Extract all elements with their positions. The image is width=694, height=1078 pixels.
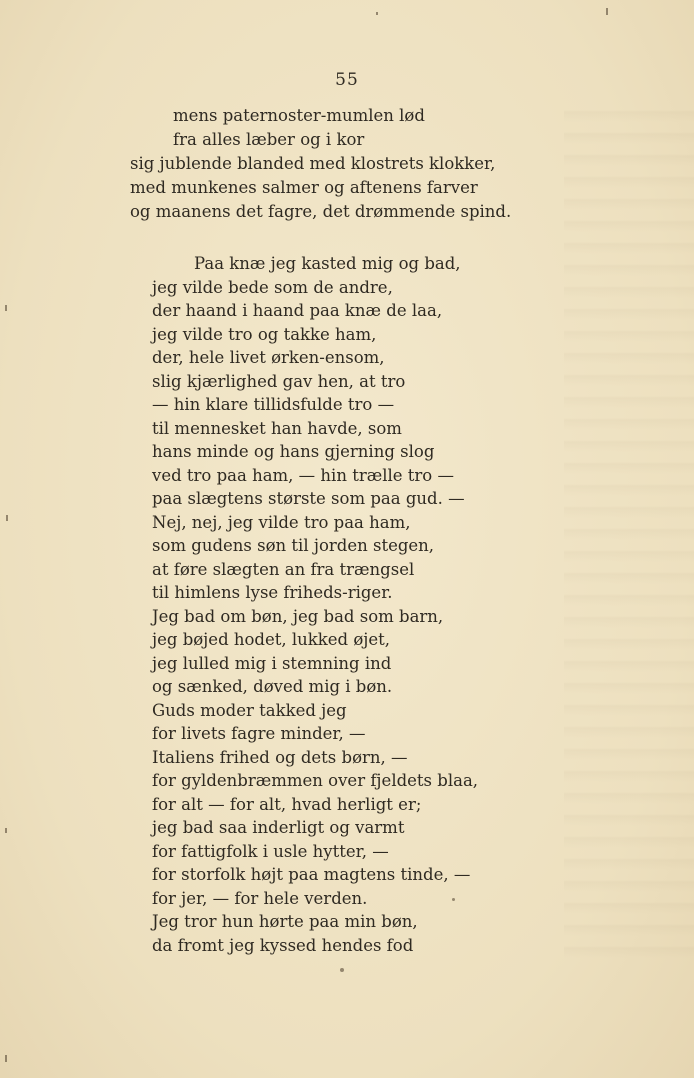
poem-line: Jeg bad om bøn, jeg bad som barn, — [152, 607, 444, 626]
poem-line: da fromt jeg kyssed hendes fod — [152, 936, 414, 955]
poem-line: at føre slægten an fra trængsel — [152, 560, 415, 579]
poem-line: og sænked, døved mig i bøn. — [152, 677, 393, 696]
poem-line: slig kjærlighed gav hen, at tro — [152, 372, 406, 391]
show-through-texture — [564, 100, 694, 960]
poem-line: jeg vilde tro og takke ham, — [152, 325, 377, 344]
poem-line: til mennesket han havde, som — [152, 419, 402, 438]
poem-line: jeg bøjed hodet, lukked øjet, — [152, 630, 391, 649]
poem-line: til himlens lyse friheds-riger. — [152, 583, 393, 602]
poem-line: med munkenes salmer og aftenens farver — [130, 178, 478, 197]
poem-line: Nej, nej, jeg vilde tro paa ham, — [152, 513, 411, 532]
paper-speck — [340, 968, 344, 972]
poem-line: Jeg tror hun hørte paa min bøn, — [152, 912, 418, 931]
poem-line: for gyldenbræmmen over fjeldets blaa, — [152, 771, 479, 790]
paper-speck — [376, 12, 378, 15]
paper-speck — [5, 828, 7, 833]
poem-line: for storfolk højt paa magtens tinde, — — [152, 865, 471, 884]
poem-line: som gudens søn til jorden stegen, — [152, 536, 435, 555]
poem-line: mens paternoster-mumlen lød — [173, 106, 425, 125]
paper-speck — [452, 898, 455, 901]
poem-line: jeg lulled mig i stemning ind — [152, 654, 392, 673]
poem-line: for livets fagre minder, — — [152, 724, 366, 743]
poem-line: for fattigfolk i usle hytter, — — [152, 842, 389, 861]
poem-line: der, hele livet ørken-ensom, — [152, 348, 385, 367]
poem-line: Italiens frihed og dets børn, — — [152, 748, 408, 767]
poem-line: jeg bad saa inderligt og varmt — [152, 818, 405, 837]
poem-line: hans minde og hans gjerning slog — [152, 442, 435, 461]
poem-line: og maanens det fagre, det drømmende spind. — [130, 202, 512, 221]
page-number: 55 — [335, 70, 359, 90]
poem-line: — hin klare tillidsfulde tro — — [152, 395, 395, 414]
poem-line: fra alles læber og i kor — [173, 130, 365, 149]
poem-line: ved tro paa ham, — hin trælle tro — — [152, 466, 454, 485]
poem-line: Paa knæ jeg kasted mig og bad, — [194, 254, 461, 273]
poem-line: sig jublende blanded med klostrets klokker, — [130, 154, 496, 173]
poem-line: for jer, — for hele verden. — [152, 889, 368, 908]
poem-line: Guds moder takked jeg — [152, 701, 347, 720]
paper-speck — [606, 8, 608, 15]
poem-line: der haand i haand paa knæ de laa, — [152, 301, 443, 320]
paper-speck — [6, 515, 8, 521]
paper-speck — [5, 1055, 7, 1062]
poem-line: jeg vilde bede som de andre, — [152, 278, 393, 297]
poem-line: paa slægtens største som paa gud. — — [152, 489, 465, 508]
paper-speck — [5, 305, 7, 311]
poem-line: for alt — for alt, hvad herligt er; — [152, 795, 422, 814]
